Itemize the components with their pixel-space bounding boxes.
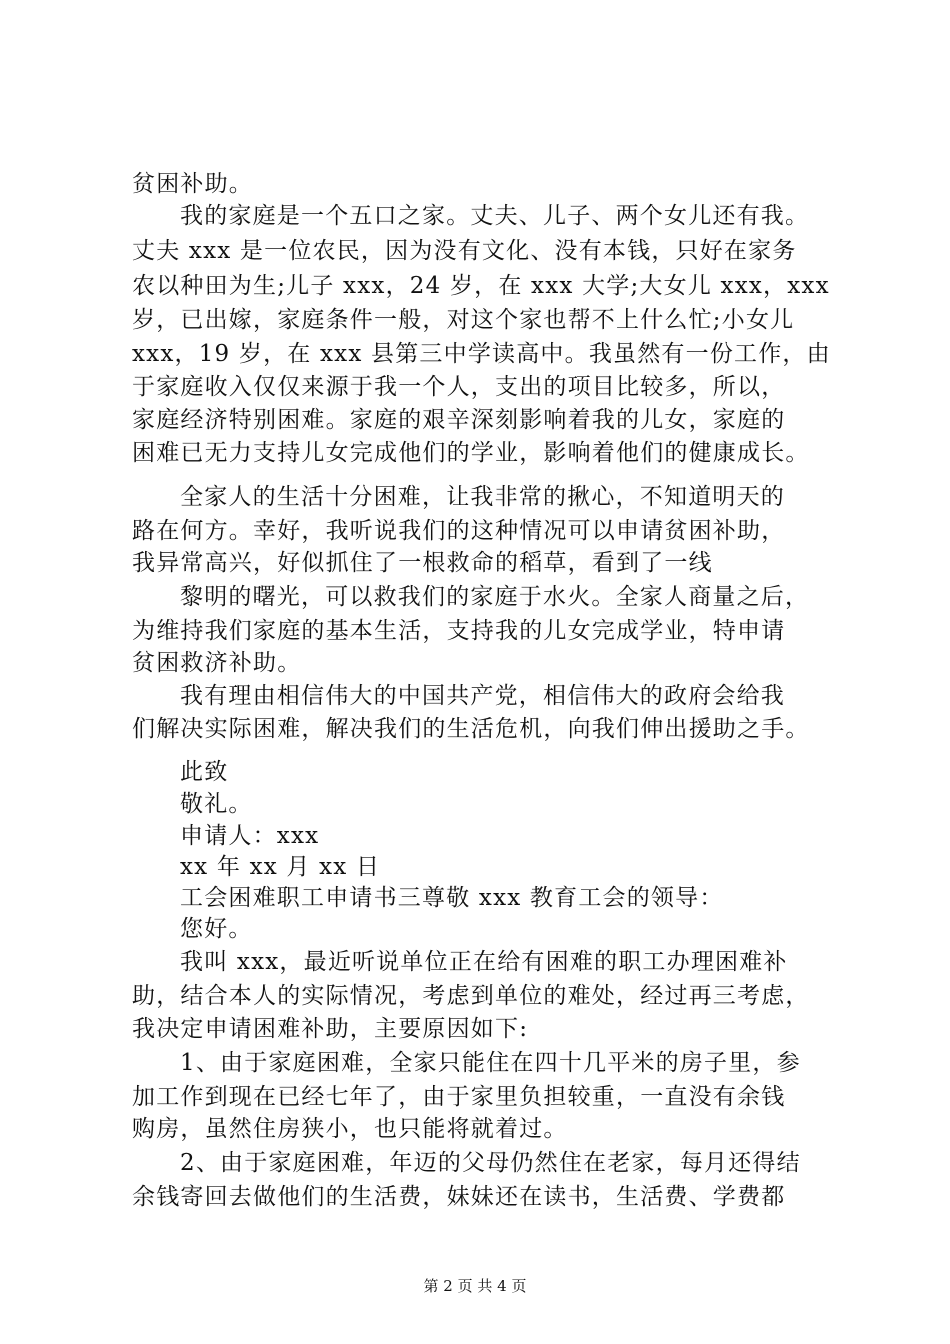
text-line: 家庭经济特别困难。家庭的艰辛深刻影响着我的儿女，家庭的: [132, 407, 786, 433]
text-line: 黎明的曙光，可以救我们的家庭于水火。全家人商量之后，: [180, 584, 810, 610]
salutation-line: 此致: [180, 759, 229, 785]
text-line: 我有理由相信伟大的中国共产党，相信伟大的政府会给我: [180, 683, 785, 709]
text-line: 路在何方。幸好，我听说我们的这种情况可以申请贫困补助，: [132, 518, 786, 544]
text-line: 加工作到现在已经七年了，由于家里负担较重，一直没有余钱: [132, 1084, 786, 1110]
text-line: 我决定申请困难补助，主要原因如下:: [132, 1016, 529, 1042]
text-line: xxx，19 岁，在 xxx 县第三中学读高中。我虽然有一份工作，由: [132, 341, 831, 367]
text-line: 丈夫 xxx 是一位农民，因为没有文化、没有本钱，只好在家务: [132, 238, 797, 264]
text-line: 们解决实际困难，解决我们的生活危机，向我们伸出援助之手。: [132, 716, 810, 742]
text-line: 岁，已出嫁，家庭条件一般，对这个家也帮不上什么忙;小女儿: [132, 307, 795, 333]
greeting-line: 您好。: [180, 916, 253, 942]
text-line: 农以种田为生;儿子 xxx，24 岁，在 xxx 大学;大女儿 xxx，xxx: [132, 273, 830, 299]
text-line: 助，结合本人的实际情况，考虑到单位的难处，经过再三考虑，: [132, 983, 810, 1009]
date-line: xx 年 xx 月 xx 日: [180, 854, 381, 880]
text-line: 贫困补助。: [132, 171, 253, 197]
text-line: 余钱寄回去做他们的生活费，妹妹还在读书，生活费、学费都: [132, 1184, 786, 1210]
text-line: 购房，虽然住房狭小，也只能将就着过。: [132, 1116, 568, 1142]
text-line: 于家庭收入仅仅来源于我一个人，支出的项目比较多，所以，: [132, 374, 786, 400]
text-line: 2、由于家庭困难，年迈的父母仍然住在老家，每月还得结: [180, 1150, 801, 1176]
text-line: 全家人的生活十分困难，让我非常的揪心，不知道明天的: [180, 484, 785, 510]
text-line: 为维持我们家庭的基本生活，支持我的儿女完成学业，特申请: [132, 618, 786, 644]
applicant-line: 申请人：xxx: [180, 823, 320, 849]
text-line: 我异常高兴，好似抓住了一根救命的稻草，看到了一线: [132, 550, 713, 576]
text-line: 1、由于家庭困难，全家只能住在四十几平米的房子里，参: [180, 1050, 801, 1076]
page-number: 第 2 页 共 4 页: [423, 1277, 527, 1295]
text-line: 贫困救济补助。: [132, 650, 302, 676]
salutation-line: 敬礼。: [180, 791, 253, 817]
letter-heading: 工会困难职工申请书三尊敬 xxx 教育工会的领导：: [180, 885, 724, 911]
text-line: 我的家庭是一个五口之家。丈夫、儿子、两个女儿还有我。: [180, 203, 810, 229]
text-line: 困难已无力支持儿女完成他们的学业，影响着他们的健康成长。: [132, 440, 810, 466]
text-line: 我叫 xxx，最近听说单位正在给有困难的职工办理困难补: [180, 949, 788, 975]
